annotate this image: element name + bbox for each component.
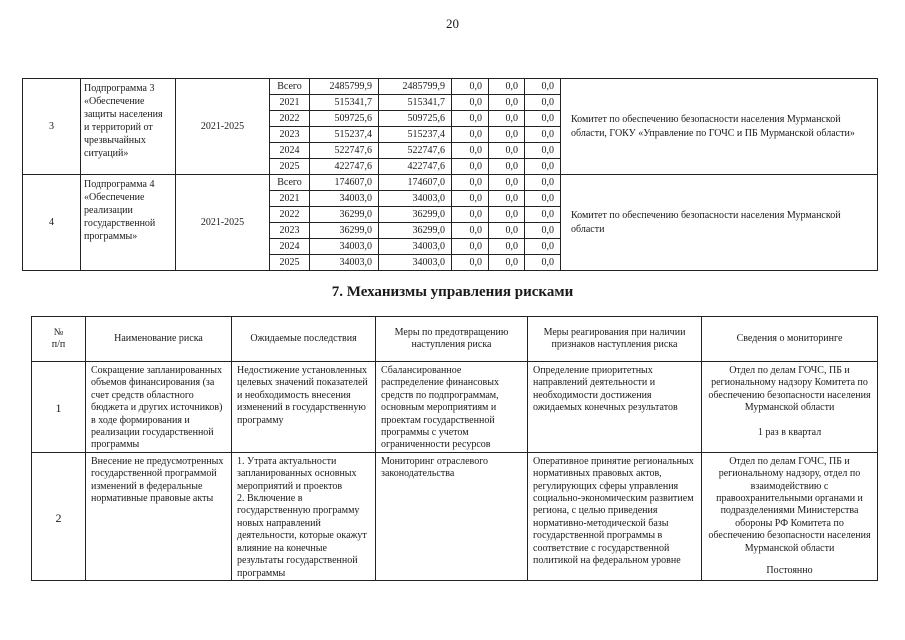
program-number: 4 bbox=[23, 175, 81, 271]
cell-regional-budget: 34003,0 bbox=[379, 255, 452, 271]
page-number: 20 bbox=[446, 16, 459, 31]
cell-regional-budget: 515341,7 bbox=[379, 95, 452, 111]
cell-year-label: 2023 bbox=[270, 223, 310, 239]
cell-other-sources: 0,0 bbox=[525, 111, 561, 127]
cell-other-sources: 0,0 bbox=[525, 159, 561, 175]
cell-regional-budget: 522747,6 bbox=[379, 143, 452, 159]
cell-local-budget: 0,0 bbox=[489, 159, 525, 175]
cell-other-sources: 0,0 bbox=[525, 79, 561, 95]
cell-other-sources: 0,0 bbox=[525, 239, 561, 255]
cell-local-budget: 0,0 bbox=[489, 143, 525, 159]
cell-regional-budget: 422747,6 bbox=[379, 159, 452, 175]
cell-year-label: 2021 bbox=[270, 191, 310, 207]
cell-year-label: 2022 bbox=[270, 207, 310, 223]
cell-regional-budget: 2485799,9 bbox=[379, 79, 452, 95]
risk-row bbox=[32, 362, 878, 453]
cell-total-amount: 2485799,9 bbox=[310, 79, 379, 95]
cell-total-amount: 34003,0 bbox=[310, 191, 379, 207]
cell-other-sources: 0,0 bbox=[525, 143, 561, 159]
cell-local-budget: 0,0 bbox=[489, 255, 525, 271]
cell-federal-budget: 0,0 bbox=[452, 255, 489, 271]
cell-other-sources: 0,0 bbox=[525, 175, 561, 191]
program-number: 3 bbox=[23, 79, 81, 175]
risk-name-cell: Внесение не предусмотренных государственной программой изменений в федеральные нормативные правовые акты bbox=[86, 452, 232, 580]
cell-local-budget: 0,0 bbox=[489, 111, 525, 127]
risk-response-cell: Определение приоритетных направлений деятельности и необходимости достижения ожидаемых конечных результатов bbox=[528, 362, 702, 453]
cell-local-budget: 0,0 bbox=[489, 79, 525, 95]
cell-regional-budget: 34003,0 bbox=[379, 239, 452, 255]
funding-row bbox=[23, 175, 878, 191]
cell-local-budget: 0,0 bbox=[489, 95, 525, 111]
cell-regional-budget: 515237,4 bbox=[379, 127, 452, 143]
cell-local-budget: 0,0 bbox=[489, 223, 525, 239]
cell-local-budget: 0,0 bbox=[489, 127, 525, 143]
cell-year-label: 2025 bbox=[270, 159, 310, 175]
section-title: 7. Механизмы управления рисками bbox=[331, 284, 574, 300]
cell-other-sources: 0,0 bbox=[525, 191, 561, 207]
risk-row-num: 2 bbox=[32, 452, 86, 580]
cell-total-amount: 36299,0 bbox=[310, 207, 379, 223]
risk-monitoring-cell bbox=[702, 362, 878, 453]
cell-federal-budget: 0,0 bbox=[452, 175, 489, 191]
cell-other-sources: 0,0 bbox=[525, 255, 561, 271]
risk-prevention-cell: Сбалансированное распределение финансовых средств по подпрограммам, основным мероприятиям и проектам государственной программы с учетом ограниченности ресурсов bbox=[376, 362, 528, 453]
responsible-executor: Комитет по обеспечению безопасности населения Мурманской области bbox=[561, 175, 878, 271]
cell-year-label: 2025 bbox=[270, 255, 310, 271]
subprogram-funding-table bbox=[22, 78, 878, 271]
cell-federal-budget: 0,0 bbox=[452, 111, 489, 127]
cell-federal-budget: 0,0 bbox=[452, 207, 489, 223]
header-consequences: Ожидаемые последствия bbox=[232, 317, 376, 362]
risk-name-cell: Сокращение запланированных объемов финансирования (за счет средств областного бюджета и других источников) в ходе формирования и реализации государственной программы bbox=[86, 362, 232, 453]
cell-other-sources: 0,0 bbox=[525, 127, 561, 143]
cell-year-label: 2024 bbox=[270, 239, 310, 255]
cell-federal-budget: 0,0 bbox=[452, 239, 489, 255]
risk-row-num: 1 bbox=[32, 362, 86, 453]
cell-other-sources: 0,0 bbox=[525, 207, 561, 223]
cell-year-label: 2021 bbox=[270, 95, 310, 111]
cell-federal-budget: 0,0 bbox=[452, 143, 489, 159]
program-period: 2021-2025 bbox=[176, 175, 270, 271]
cell-total-amount: 34003,0 bbox=[310, 255, 379, 271]
cell-year-label: 2024 bbox=[270, 143, 310, 159]
program-name: Подпрограмма 4 «Обеспечение реализации государственной программы» bbox=[81, 175, 176, 271]
cell-year-label: Всего bbox=[270, 175, 310, 191]
cell-other-sources: 0,0 bbox=[525, 223, 561, 239]
cell-total-amount: 422747,6 bbox=[310, 159, 379, 175]
funding-row bbox=[23, 79, 878, 95]
cell-federal-budget: 0,0 bbox=[452, 79, 489, 95]
monitoring-unit: Отдел по делам ГОЧС, ПБ и региональному надзору Комитета по обеспечению безопасности населения Мурманской области bbox=[708, 365, 871, 414]
cell-federal-budget: 0,0 bbox=[452, 95, 489, 111]
header-num: № п/п bbox=[32, 317, 86, 362]
risk-consequences-cell: 1. Утрата актуальности запланированных основных мероприятий и проектов 2. Включение в государственную программу новых направлений деятельности, которые окажут влияние на конечные результаты государственной программы bbox=[232, 452, 376, 580]
responsible-executor: Комитет по обеспечению безопасности населения Мурманской области, ГОКУ «Управление по ГОЧС и ПБ Мурманской области» bbox=[561, 79, 878, 175]
cell-total-amount: 515341,7 bbox=[310, 95, 379, 111]
cell-regional-budget: 174607,0 bbox=[379, 175, 452, 191]
monitoring-frequency: Постоянно bbox=[766, 565, 813, 577]
header-prevention: Меры по предотвращению наступления риска bbox=[376, 317, 528, 362]
cell-total-amount: 36299,0 bbox=[310, 223, 379, 239]
cell-federal-budget: 0,0 bbox=[452, 159, 489, 175]
cell-year-label: Всего bbox=[270, 79, 310, 95]
cell-regional-budget: 509725,6 bbox=[379, 111, 452, 127]
risk-row bbox=[32, 452, 878, 580]
header-monitoring: Сведения о мониторинге bbox=[702, 317, 878, 362]
cell-total-amount: 174607,0 bbox=[310, 175, 379, 191]
cell-federal-budget: 0,0 bbox=[452, 223, 489, 239]
cell-total-amount: 522747,6 bbox=[310, 143, 379, 159]
header-risk-name: Наименование риска bbox=[86, 317, 232, 362]
cell-local-budget: 0,0 bbox=[489, 175, 525, 191]
cell-federal-budget: 0,0 bbox=[452, 127, 489, 143]
cell-regional-budget: 36299,0 bbox=[379, 223, 452, 239]
risk-management-table bbox=[31, 316, 878, 581]
cell-total-amount: 509725,6 bbox=[310, 111, 379, 127]
cell-year-label: 2023 bbox=[270, 127, 310, 143]
risk-response-cell: Оперативное принятие региональных нормативных правовых актов, регулирующих сферы управления социально-экономическим развитием региона, с целью приведения нормативно-методической базы государственной программы в соответствие с государственной политикой на федеральном уровне bbox=[528, 452, 702, 580]
cell-year-label: 2022 bbox=[270, 111, 310, 127]
risk-consequences-cell: Недостижение установленных целевых значений показателей и необходимость внесения изменений в государственную программу bbox=[232, 362, 376, 453]
header-response: Меры реагирования при наличии признаков наступления риска bbox=[528, 317, 702, 362]
program-period: 2021-2025 bbox=[176, 79, 270, 175]
cell-local-budget: 0,0 bbox=[489, 191, 525, 207]
cell-total-amount: 34003,0 bbox=[310, 239, 379, 255]
risk-prevention-cell: Мониторинг отраслевого законодательства bbox=[376, 452, 528, 580]
cell-local-budget: 0,0 bbox=[489, 239, 525, 255]
cell-regional-budget: 34003,0 bbox=[379, 191, 452, 207]
monitoring-unit: Отдел по делам ГОЧС, ПБ и региональному надзору, отдел по взаимодействию с правоохранительными органами и подразделениями Министерства обороны РФ Комитета по обеспечению безопасности населения Мурманской области bbox=[708, 455, 871, 554]
cell-federal-budget: 0,0 bbox=[452, 191, 489, 207]
cell-local-budget: 0,0 bbox=[489, 207, 525, 223]
risk-table-header-row bbox=[32, 317, 878, 362]
cell-regional-budget: 36299,0 bbox=[379, 207, 452, 223]
cell-other-sources: 0,0 bbox=[525, 95, 561, 111]
program-name: Подпрограмма 3 «Обеспечение защиты населения и территорий от чрезвычайных ситуаций» bbox=[81, 79, 176, 175]
monitoring-frequency: 1 раз в квартал bbox=[757, 426, 822, 438]
risk-monitoring-cell bbox=[702, 452, 878, 580]
cell-total-amount: 515237,4 bbox=[310, 127, 379, 143]
